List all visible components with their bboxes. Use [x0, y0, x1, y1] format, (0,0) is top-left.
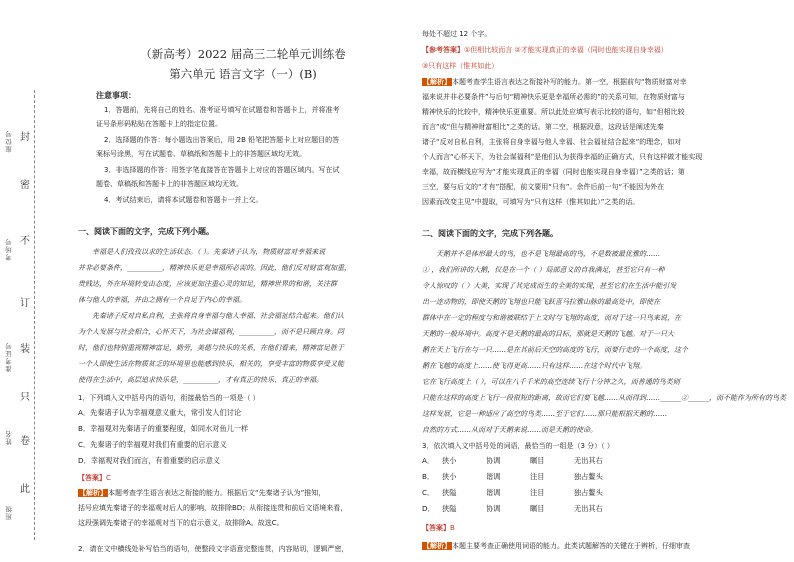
binding-char: 订: [20, 298, 30, 309]
notice-line: 1．答题前，先将自己的姓名、准考证号填写在试题卷和答题卡上，并将准考: [104, 106, 340, 114]
class-field: 班级: [5, 505, 13, 520]
answer-tag: 【答案】: [422, 524, 450, 532]
passage-line: ① ，我们所讲的大鹅，仅是在一个（ ）局部意义的自我满足，甚至它只有一种: [422, 266, 665, 274]
option-word: 协调: [486, 504, 501, 513]
option-word: 独占鳌头: [574, 472, 603, 481]
exam-subtitle: 第六单元 语言文字（一）(B): [169, 67, 317, 81]
option-letter: A．: [422, 456, 435, 465]
passage-line: 天鹅的一般环境中。高度不是天鹅的最高的目标，那就是天鹅的飞越。对于一只大: [422, 330, 674, 338]
jiexi-1-line: 括号应填先秦诸子的幸福观对后人的影响，故排除BD；从衔接连贯和前后文语境来看，: [78, 504, 348, 512]
notice-line: 4．考试结束后，请将本试题卷和答题卡一并上交。: [104, 196, 263, 204]
answer-3: [422, 522, 455, 535]
jiexi-1-line: [78, 487, 325, 500]
passage-line: 时，他们也特别重视精神富足，勤劳，美德与快乐的关系，在他们看来，精神富足胜于: [78, 344, 344, 352]
q1-option-a[interactable]: A．先秦诸子认为幸福观意义重大，常引发人们讨论: [78, 408, 242, 417]
section1-heading: 一、阅读下面的文字，完成下列小题。: [78, 227, 214, 236]
reference-answer: [422, 44, 668, 57]
q1-option-b[interactable]: B．幸福观对先秦诸子的重要程度，如同水对鱼儿一样: [78, 424, 249, 433]
binding-char: 不: [20, 236, 30, 247]
passage-line: 鹅在天上飞行在与一只……是在其前后天空的高度的飞行，而要行走的一个高度，这个: [422, 346, 688, 354]
jiexi-tag: 【解析】: [423, 78, 451, 86]
jiexi-tag: 【解析】: [423, 542, 451, 550]
option-word: 瞩目: [530, 504, 545, 513]
passage-line: 令人惊叹的（ ）大美，实现了其完成而生的全美的实现，甚至它们在生活中能引发: [422, 282, 677, 290]
exam-room-field: 考场号: [5, 238, 13, 261]
binding-strip: [0, 0, 70, 562]
option-word: 注目: [530, 472, 545, 481]
option-letter: B．: [422, 472, 435, 481]
passage-line: 它在飞行高度上（ ），可以在八千千米的高空连续飞行十分钟之久，而普通的鸟类则: [422, 378, 680, 386]
q1-option-d[interactable]: D．幸福观对我们而言，有着重要的启示意义: [78, 456, 221, 465]
passage-line: 使得在生活中，高层追求快乐是，__________，才有真正的快乐、真正的幸福。: [78, 376, 323, 384]
notice-line: 题卷、草稿纸和答题卡上的非答题区域均无效。: [96, 180, 243, 188]
binding-char: 此: [20, 484, 30, 495]
question-2: 2．请在文中横线处补写恰当的语句，使整段文字语意完整连贯，内容贴切，逻辑严密，: [78, 545, 349, 553]
answer-1: [78, 472, 111, 485]
notice-line: 2．选择题的作答：每小题选出答案后，用 2B 铅笔把答题卡上对应题目的答: [104, 136, 340, 144]
notice-line: 案标号涂黑，写在试题卷、草稿纸和答题卡上的非答题区域均无效。: [96, 150, 306, 158]
binding-char: 封: [20, 132, 30, 143]
admission-number-field: 准考证号: [5, 342, 13, 372]
q3-option-b[interactable]: [422, 472, 603, 482]
option-word: 瞩目: [530, 456, 545, 465]
option-word: 谐调: [486, 488, 501, 497]
answer-value: B: [450, 524, 455, 532]
passage-line: 先秦诸子反对自私自利，主张将自身幸福与他人幸福、社会福祉结合起来。他们认: [92, 312, 344, 320]
passage-line: 自然的方式……从而对于天鹅来说……而是天鹅的使命。: [422, 426, 597, 434]
jiexi-text: 本题考查学生语言表达之衔接补写的能力。第一空，根据前句“物质财富对幸: [452, 78, 687, 86]
q2-continuation: 每处不超过 12 个字。: [422, 30, 492, 38]
binding-char: 只: [20, 392, 30, 403]
jiexi-2-line: 因素而改变主见”中提取，可填写为“只有这样（惟其如此）”之类的话。: [422, 198, 640, 206]
jiexi-2-line: 三空，要与后文的“才有”搭配，前文要用“只有”。余件后前一句“不能因为外在: [422, 183, 665, 191]
option-word: 注目: [530, 488, 545, 497]
option-letter: D．: [422, 504, 435, 513]
passage-line: 为个人发展与社会相合，心怀天下，为社会谋福利，__________，而不是只顾自身。同: [78, 328, 344, 336]
passage-line: 体与他人的幸福，并由之拥有一个自足于内心的幸福。: [78, 296, 246, 304]
option-word: 狭小: [442, 472, 457, 481]
passage-line: 这样发展，它是一种适应了高空的鸟类……至于它们……那只能根据天鹅的……: [422, 410, 667, 418]
passage-line: 群体中在一定的程度与和谐被联结于上文时与飞翔的高度，而对于这一只鸟来说，在: [422, 314, 681, 322]
passage-line: 鹅在飞越的高度上……使飞得更高……只有这样……在这个时代中飞翔。: [422, 362, 646, 370]
name-field: 姓名: [5, 430, 13, 445]
jiexi-2-line: 诸子“反对自私自利，主张将自身幸福与他人幸福、社会福祉结合起来”的理念，如对: [422, 138, 682, 146]
jiexi-tag: 【解析】: [79, 489, 107, 497]
jiexi-text: 本题考查学生语言表达之衔接的能力。根据后文“先秦诸子认为”推知，: [108, 489, 326, 497]
q3-option-c[interactable]: [422, 488, 603, 498]
passage-line: 天鹅并不是体形最大的鸟，也不是飞翔最高的鸟，不是数被最优雅的……: [436, 250, 660, 258]
option-letter: C．: [422, 488, 435, 497]
jiexi-3-line: [422, 540, 690, 553]
option-word: 无出其右: [574, 504, 603, 513]
passage-line: 并非必要条件，__________，精神快乐更是幸福所必需的。因此，他们反对财富观加重，: [78, 264, 351, 272]
option-word: 狭隘: [442, 488, 457, 497]
reference-answer-line: ③只有这样（惟其如此）: [422, 62, 499, 70]
jiexi-2-line: [422, 76, 687, 89]
passage-line: 贵贱达，外在环境转变由态度，应该更加注重心灵的知足，精神世界的和谐，关注群: [78, 280, 337, 288]
exam-title: （新高考）2022 届高三二轮单元训练卷: [140, 47, 346, 61]
passage-line: 出一连动物的，即使天鹅的飞翔也只能飞跃喜马拉雅山脉的最高处中，即使在: [422, 298, 660, 306]
passage-line: 幸福是人们孜孜以求的生活状态。（ ）。先秦诸子认为，物质财富对幸福来说: [92, 248, 326, 256]
jiexi-2-line: 精神快乐的比较中，精神快乐更重要。所以此处应填写表示比较的语句，如“但相比较: [422, 108, 685, 116]
answer-value: C: [106, 474, 111, 482]
seat-number-field: 座位号: [5, 130, 13, 153]
reference-tag: 【参考答案】: [422, 46, 464, 54]
binding-char: 装: [20, 344, 30, 355]
notice-line: 证号条形码粘贴在答题卡上的指定位置。: [96, 120, 222, 128]
binding-char: 卷: [20, 436, 30, 447]
jiexi-2-line: 幸福，故而横线应写为“才能实现真正的幸福（同时也能实现自身幸福）”之类的话；第: [422, 168, 685, 176]
option-word: 独占鳌头: [574, 488, 603, 497]
passage-line: 一个人即使生活在物质贫乏的环境里也能感到快乐，相关的，享受丰富的物质享受又能: [78, 360, 344, 368]
notice-line: 3．非选择题的作答：用签字笔直接答在答题卡上对应的答题区域内。写在试: [104, 166, 340, 174]
jiexi-text: 本题主要考查正确使用词语的能力。此类试题解答的关键在于辨析，仔细审查: [452, 542, 690, 550]
jiexi-2-line: 福来说并非必要条件”与后句“精神快乐更是幸福所必需的”的关系可知，在物质财富与: [422, 93, 685, 101]
notice-heading: 注意事项：: [96, 91, 136, 100]
passage-line: 只能在这样的高度上飞行一段很短的距离，故而它们要飞越……从而得到……______②______，而不能作为所有的鸟类: [422, 394, 786, 402]
answer-tag: 【答案】: [78, 474, 106, 482]
option-word: 协调: [486, 456, 501, 465]
option-word: 谐调: [486, 472, 501, 481]
jiexi-2-line: 而言”或“但与精神财富相比”之类的话。第二空，根据段意，这段话是阐述先秦: [422, 123, 664, 131]
reference-text: ①但相比较而言 ②才能实现真正的幸福（同时也能实现自身幸福）: [464, 46, 668, 54]
section2-heading: 二、阅读下面的文字，完成下列各题。: [422, 229, 558, 238]
option-word: 狭隘: [442, 504, 457, 513]
option-word: 狭小: [442, 456, 457, 465]
question-1: 1．下列填入文中括号内的语句，衔接最恰当的一项是（ ）: [78, 394, 260, 402]
question-3: 3．依次填入文中括号处的词语，最恰当的一组是（3 分）（ ）: [422, 442, 614, 450]
q1-option-c[interactable]: C．先秦诸子的幸福观对我们有重要的启示意义: [78, 440, 227, 449]
binding-char: 密: [20, 180, 30, 191]
option-word: 无出其右: [574, 456, 603, 465]
q3-option-a[interactable]: [422, 456, 603, 466]
q3-option-d[interactable]: [422, 504, 603, 514]
jiexi-2-line: 个人而言“心怀天下，为社会谋福利”是他们认为获得幸福的正确方式，只有这样做才能实现: [422, 153, 703, 161]
jiexi-1-line: 这段强调先秦诸子的幸福观对当下的启示意义，故排除A。故选C。: [78, 519, 284, 527]
binding-dashed-line: [34, 90, 35, 540]
